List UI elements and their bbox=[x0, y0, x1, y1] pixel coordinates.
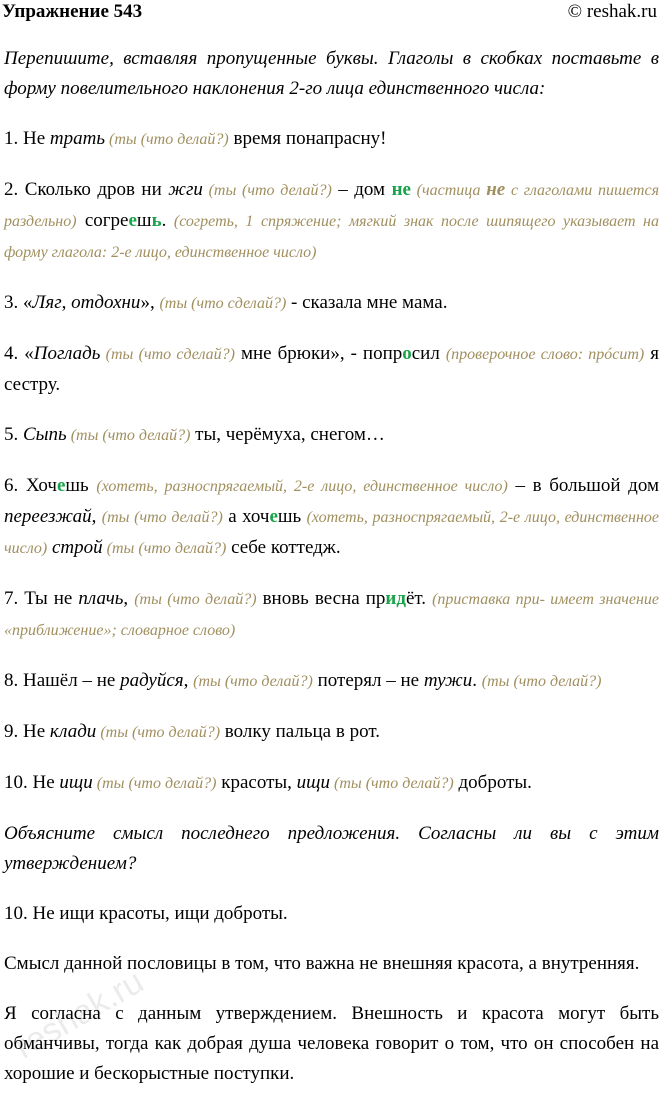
sentence-4 bbox=[4, 339, 659, 400]
sentence-5 bbox=[4, 420, 659, 451]
comment: (согреть, 1 спряжение; мягкий знак после шипящего указывает на форму глагола: 2-е лицо, единственное число) bbox=[4, 213, 659, 261]
text: вновь весна пр bbox=[256, 588, 386, 609]
verb: трать bbox=[49, 128, 105, 149]
answer-proverb: 10. Не ищи красоты, ищи доброты. bbox=[4, 903, 288, 924]
comment: (ты (что делай?) bbox=[481, 673, 602, 690]
comment: (ты (что сделай?) bbox=[100, 346, 235, 363]
text: время понапрасну! bbox=[228, 128, 387, 149]
highlight: ид bbox=[385, 588, 406, 609]
text: 9. Не bbox=[4, 721, 50, 742]
verb: строй bbox=[51, 537, 103, 558]
site-credit: © reshak.ru bbox=[567, 1, 657, 22]
text: . bbox=[472, 670, 482, 691]
text: 8. Нашёл – не bbox=[4, 670, 121, 691]
comment: (ты (что делай?) bbox=[105, 131, 229, 148]
highlight: о bbox=[402, 343, 412, 364]
comment: (ты (что делай?) bbox=[202, 182, 332, 199]
sentence-2 bbox=[4, 175, 659, 268]
text: шь bbox=[277, 506, 307, 527]
comment: (хотеть, разноспрягаемый, 2-е лицо, единственное число) bbox=[4, 509, 660, 557]
text: потерял – не bbox=[312, 670, 424, 691]
verb: плачь bbox=[78, 588, 124, 609]
verb: отдохни bbox=[71, 292, 141, 313]
text: 2. Сколько дров ни bbox=[4, 179, 169, 200]
comment: (ты (что делай?) bbox=[193, 673, 313, 690]
sentence-8 bbox=[4, 666, 659, 697]
verb: Погладь bbox=[33, 343, 101, 364]
highlight: ь bbox=[151, 210, 162, 231]
comment: (проверочное слово: прóсит) bbox=[445, 346, 645, 363]
text: себе коттедж. bbox=[226, 537, 341, 558]
text: – в большой дом bbox=[507, 475, 660, 496]
comment: (приставка при- имеет значение «приближение»; словарное слово) bbox=[4, 591, 660, 639]
text: сил bbox=[411, 343, 446, 364]
sentence-9 bbox=[4, 717, 659, 748]
highlight: е bbox=[56, 475, 66, 496]
page-header bbox=[0, 0, 660, 26]
text: , bbox=[123, 588, 135, 609]
text: я сестру. bbox=[4, 343, 659, 395]
sentence-1 bbox=[4, 124, 659, 155]
verb: переезжай bbox=[4, 506, 92, 527]
text: 1. Не bbox=[4, 128, 50, 149]
text: », bbox=[140, 292, 160, 313]
comment: (частица bbox=[410, 182, 487, 199]
text: ш bbox=[136, 210, 152, 231]
comment: (хотеть, разноспрягаемый, 2-е лицо, единственное число) bbox=[96, 478, 508, 495]
watermark: reshak.ru bbox=[8, 962, 150, 1067]
highlight: е bbox=[128, 210, 137, 231]
exercise-title: Упражнение 543 bbox=[2, 1, 143, 22]
text: 5. bbox=[4, 424, 23, 445]
text: 4. « bbox=[4, 343, 34, 364]
exercise-content bbox=[4, 44, 659, 1109]
comment: (ты (что сделай?) bbox=[159, 295, 287, 312]
verb: радуйся bbox=[120, 670, 184, 691]
text: 3. « bbox=[4, 292, 33, 313]
comment: (ты (что делай?) bbox=[330, 775, 454, 792]
text: , bbox=[91, 506, 102, 527]
comment: (ты (что делай?) bbox=[92, 775, 217, 792]
text: 7. Ты не bbox=[4, 588, 79, 609]
comment-bold: не bbox=[486, 179, 506, 200]
verb: ищи bbox=[59, 772, 93, 793]
comment: (ты (что делай?) bbox=[96, 724, 221, 741]
comment: с глаголами пишется раздельно) bbox=[4, 182, 660, 230]
question: Объясните смысл последнего предложения. Согласны ли вы с этим утверждением? bbox=[4, 823, 659, 874]
text: , bbox=[61, 292, 72, 313]
answer-meaning: Смысл данной пословицы в том, что важна не внешняя красота, а внутренняя. bbox=[4, 953, 640, 974]
text: согре bbox=[76, 210, 129, 231]
sentence-3 bbox=[4, 288, 659, 319]
text: красоты, bbox=[216, 772, 297, 793]
text: ёт. bbox=[405, 588, 433, 609]
highlight: не bbox=[391, 179, 411, 200]
sentence-6 bbox=[4, 471, 659, 564]
answer-opinion: Я согласна с данным утверждением. Внешность и красота могут быть обманчивы, тогда как добрая душа человека говорит о том, что он способен на хорошие и бескорыстные поступки. bbox=[4, 1003, 659, 1084]
text: - сказала мне мама. bbox=[286, 292, 448, 313]
text: доброты. bbox=[453, 772, 532, 793]
verb: Сыпь bbox=[23, 424, 67, 445]
text: мне брюки», - попр bbox=[234, 343, 403, 364]
verb: Ляг bbox=[32, 292, 62, 313]
text: волку пальца в рот. bbox=[220, 721, 380, 742]
comment: (ты (что делай?) bbox=[102, 540, 227, 557]
comment: (ты (что делай?) bbox=[134, 591, 257, 608]
text: . bbox=[161, 210, 167, 231]
comment: (ты (что делай?) bbox=[66, 427, 191, 444]
verb: тужи bbox=[423, 670, 473, 691]
text: 6. Хоч bbox=[4, 475, 57, 496]
sentence-7 bbox=[4, 584, 659, 646]
text: шь bbox=[65, 475, 97, 496]
text: , bbox=[183, 670, 194, 691]
highlight: е bbox=[269, 506, 278, 527]
comment: (ты (что делай?) bbox=[101, 509, 223, 526]
text: а хоч bbox=[222, 506, 270, 527]
text: ты, черёмуха, снегом… bbox=[190, 424, 385, 445]
verb: ищи bbox=[296, 772, 330, 793]
sentence-10 bbox=[4, 768, 659, 799]
task-instruction: Перепишите, вставляя пропущенные буквы. Глаголы в скобках поставьте в форму повелительного наклонения 2-го лица единственного числа: bbox=[4, 48, 659, 99]
verb: клади bbox=[49, 721, 97, 742]
text: – дом bbox=[331, 179, 392, 200]
verb: жги bbox=[168, 179, 203, 200]
text: 10. Не bbox=[4, 772, 60, 793]
